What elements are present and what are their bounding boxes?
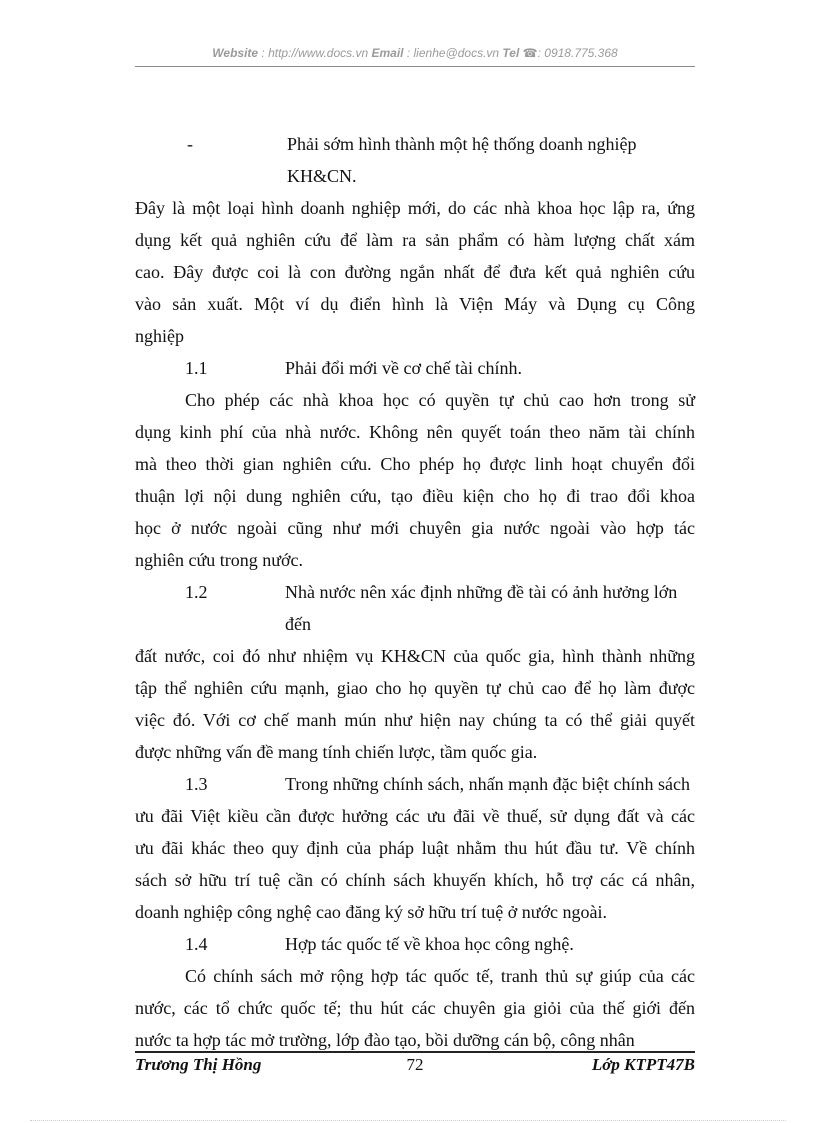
numbered-line [135, 928, 695, 960]
paragraph-line: Hợp tác quốc tế về khoa học công nghệ. [285, 934, 574, 954]
paragraph-line: Đây là một loại hình doanh nghiệp mới, do các nhà khoa học lập ra, ứng [135, 198, 695, 218]
paragraph-line: nghiên cứu trong nước. [135, 550, 303, 570]
paragraph-line: vào sản xuất. Một ví dụ điển hình là Viện Máy và Dụng cụ Công [135, 294, 695, 314]
paragraph-line: Phải sớm hình thành một hệ thống doanh nghiệp KH&CN. [287, 134, 637, 186]
paragraph-line: Cho phép các nhà khoa học có quyền tự chủ cao hơn trong sử [185, 390, 695, 410]
paragraph-line: việc đó. Với cơ chế manh mún như hiện nay chúng ta có thể giải quyết [135, 710, 695, 730]
page-edge-dots [30, 1120, 786, 1121]
email-label: Email [371, 46, 404, 60]
numbered-line [135, 576, 695, 640]
footer-class-label: Lớp KTPT47B [591, 1055, 695, 1074]
paragraph-line: Nhà nước nên xác định những đề tài có ảnh hưởng lớn đến [285, 582, 678, 634]
paragraph-line: nước ta hợp tác mở trường, lớp đào tạo, bồi dưỡng cán bộ, công nhân [135, 1030, 635, 1050]
page-number: 72 [406, 1055, 424, 1074]
paragraph-line: ưu đãi Việt kiều cần được hưởng các ưu đãi về thuế, sử dụng đất và các [135, 806, 695, 826]
item-marker: 1.2 [185, 582, 208, 602]
paragraph-line: tập thể nghiên cứu mạnh, giao cho họ quyền tự chủ cao để họ làm được [135, 678, 695, 698]
paragraph-line: cao. Đây được coi là con đường ngắn nhất để đưa kết quả nghiên cứu [135, 262, 695, 282]
paragraph-line: nước, các tổ chức quốc tế; thu hút các chuyên gia giỏi của thế giới đến [135, 998, 695, 1018]
footer-author: Trương Thị Hồng [135, 1055, 262, 1074]
footer-divider [135, 1051, 695, 1053]
paragraph-line: mà theo thời gian nghiên cứu. Cho phép họ được linh hoạt chuyển đổi [135, 454, 695, 474]
item-marker: - [187, 134, 193, 154]
tel-label: Tel [502, 46, 520, 60]
item-marker: 1.4 [185, 934, 208, 954]
paragraph-line: học ở nước ngoài cũng như mới chuyên gia nước ngoài vào hợp tác [135, 518, 695, 538]
paragraph-line: sách sở hữu trí tuệ cần có chính sách khuyến khích, hỗ trợ các cá nhân, [135, 870, 695, 890]
item-marker: 1.1 [185, 358, 208, 378]
paragraph-line: đất nước, coi đó như nhiệm vụ KH&CN của quốc gia, hình thành những [135, 646, 695, 666]
paragraph-line: được những vấn đề mang tính chiến lược, tầm quốc gia. [135, 742, 538, 762]
numbered-line [135, 128, 695, 192]
paragraph-line: nghiệp [135, 326, 184, 346]
page-footer [135, 1055, 695, 1079]
paragraph-line: doanh nghiệp công nghệ cao đăng ký sở hữu trí tuệ ở nước ngoài. [135, 902, 607, 922]
email-value[interactable]: : lienhe@docs.vn [406, 46, 500, 60]
paragraph-line: ưu đãi khác theo quy định của pháp luật nhằm thu hút đầu tư. Về chính [135, 838, 695, 858]
paragraph-line: Có chính sách mở rộng hợp tác quốc tế, tranh thủ sự giúp của các [185, 966, 695, 986]
header-divider [135, 66, 695, 67]
paragraph-line: thuận lợi nội dung nghiên cứu, tạo điều kiện cho họ đi trao đổi khoa [135, 486, 695, 506]
paragraph-line: dụng kinh phí của nhà nước. Không nên quyết toán theo năm tài chính [135, 422, 695, 442]
paragraph-line: Trong những chính sách, nhấn mạnh đặc biệt chính sách [285, 774, 691, 794]
numbered-line [135, 352, 695, 384]
tel-value: ☎: 0918.775.368 [522, 46, 618, 60]
document-body [135, 128, 695, 1056]
numbered-line [135, 768, 695, 800]
paragraph-line: Phải đổi mới về cơ chế tài chính. [285, 358, 522, 378]
page-header [135, 46, 695, 60]
website-label: Website [212, 46, 259, 60]
item-marker: 1.3 [185, 774, 208, 794]
paragraph-line: dụng kết quả nghiên cứu để làm ra sản phẩm có hàm lượng chất xám [135, 230, 695, 250]
website-value[interactable]: : http://www.docs.vn [261, 46, 369, 60]
